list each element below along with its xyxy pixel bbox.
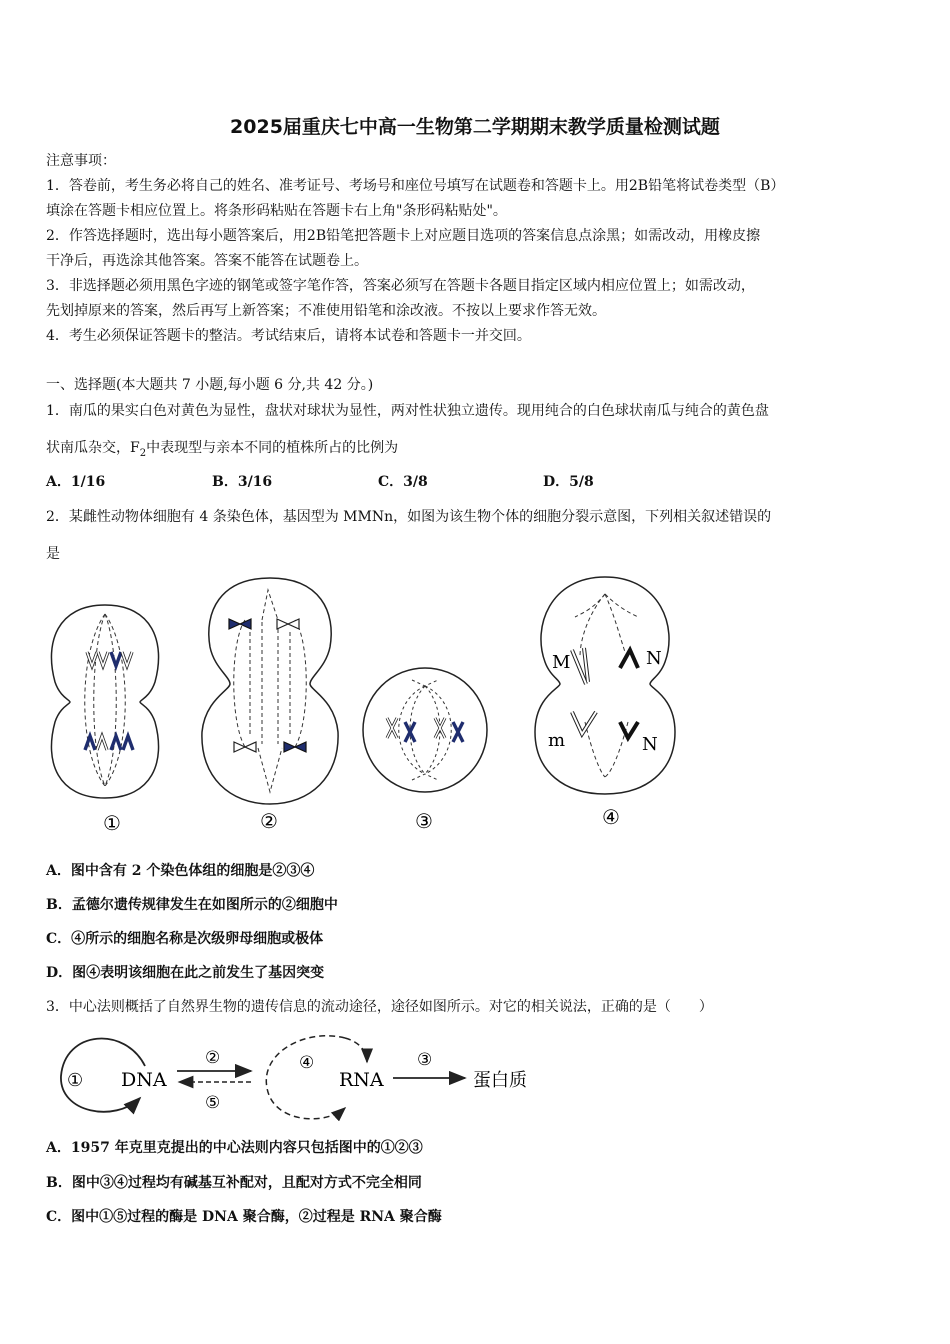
notice-line: 2．作答选择题时，选出每小题答案后，用2B铅笔把答题卡上对应题目选项的答案信息点涂黑；如需改动，用橡皮擦 bbox=[46, 228, 761, 244]
figure-label-4: ④ bbox=[602, 805, 620, 829]
cell-3 bbox=[363, 668, 487, 792]
rna-label: RNA bbox=[339, 1069, 384, 1091]
page-title: 2025届重庆七中高一生物第二学期期末教学质量检测试题 bbox=[230, 116, 720, 138]
q1-stem-pre: 状南瓜杂交，F bbox=[46, 440, 140, 456]
q1-option-b[interactable]: B．3/16 bbox=[212, 474, 273, 490]
q3-stem-line1: 3．中心法则概括了自然界生物的遗传信息的流动途径，途径如图所示。对它的相关说法，正确的是（ ） bbox=[46, 999, 713, 1015]
q1-stem-line2 bbox=[46, 438, 398, 464]
q1-stem-post: 中表现型与亲本不同的植株所占的比例为 bbox=[146, 440, 399, 456]
cell-division-figure bbox=[40, 572, 720, 842]
process-label-4: ④ bbox=[299, 1053, 315, 1073]
q2-option-a[interactable]: A．图中含有 2 个染色体组的细胞是②③④ bbox=[46, 863, 315, 879]
notice-line: 填涂在答题卡相应位置上。将条形码粘贴在答题卡右上角"条形码粘贴处"。 bbox=[46, 203, 507, 219]
q1-stem-sub: 2 bbox=[139, 447, 147, 459]
notice-line: 先划掉原来的答案，然后再写上新答案；不准使用铅笔和涂改液。不按以上要求作答无效。 bbox=[46, 303, 606, 319]
gene-label-n-lower: N bbox=[642, 734, 658, 755]
notice-heading: 注意事项： bbox=[46, 153, 116, 169]
gene-label-m-upper: M bbox=[552, 652, 571, 673]
q1-option-d[interactable]: D．5/8 bbox=[543, 474, 594, 490]
cell-4 bbox=[535, 577, 675, 794]
figure-label-2: ② bbox=[260, 809, 278, 833]
gene-label-n-upper: N bbox=[646, 648, 662, 669]
notice-line: 1．答卷前，考生务必将自己的姓名、准考证号、考场号和座位号填写在试题卷和答题卡上。用2B铅笔将试卷类型（B） bbox=[46, 178, 785, 194]
dna-label: DNA bbox=[121, 1069, 167, 1091]
figure-label-3: ③ bbox=[415, 809, 433, 833]
q3-option-c[interactable]: C．图中①⑤过程的酶是 DNA 聚合酶，②过程是 RNA 聚合酶 bbox=[46, 1209, 442, 1225]
gene-label-m-lower: m bbox=[548, 730, 566, 751]
q3-option-a[interactable]: A．1957 年克里克提出的中心法则内容只包括图中的①②③ bbox=[46, 1140, 423, 1156]
q2-option-b[interactable]: B．孟德尔遗传规律发生在如图所示的②细胞中 bbox=[46, 897, 338, 913]
q1-option-c[interactable]: C．3/8 bbox=[378, 474, 428, 490]
notice-line: 3．非选择题必须用黑色字迹的钢笔或签字笔作答，答案必须写在答题卡各题目指定区域内相应位置上；如需改动， bbox=[46, 278, 755, 294]
q2-option-c[interactable]: C．④所示的细胞名称是次级卵母细胞或极体 bbox=[46, 931, 324, 947]
notice-line: 干净后，再选涂其他答案。答案不能答在试题卷上。 bbox=[46, 253, 368, 269]
process-label-5: ⑤ bbox=[205, 1093, 221, 1113]
process-label-3: ③ bbox=[417, 1050, 433, 1070]
q1-stem-line1: 1．南瓜的果实白色对黄色为显性，盘状对球状为显性，两对性状独立遗传。现用纯合的白色球状南瓜与纯合的黄色盘 bbox=[46, 403, 769, 419]
protein-label: 蛋白质 bbox=[473, 1070, 527, 1091]
cell-1 bbox=[51, 605, 158, 798]
q3-option-b[interactable]: B．图中③④过程均有碱基互补配对，且配对方式不完全相同 bbox=[46, 1175, 422, 1191]
cell-2 bbox=[202, 578, 338, 804]
process-label-2: ② bbox=[205, 1048, 221, 1068]
q2-stem-line1: 2．某雌性动物体细胞有 4 条染色体，基因型为 MMNn，如图为该生物个体的细胞分裂示意图，下列相关叙述错误的 bbox=[46, 509, 772, 525]
figure-label-1: ① bbox=[103, 811, 121, 835]
notice-line: 4．考生必须保证答题卡的整洁。考试结束后，请将本试卷和答题卡一并交回。 bbox=[46, 328, 531, 344]
q2-option-d[interactable]: D．图④表明该细胞在此之前发生了基因突变 bbox=[46, 965, 325, 981]
section-heading: 一、选择题(本大题共 7 小题,每小题 6 分,共 42 分。) bbox=[46, 377, 374, 393]
process-label-1: ① bbox=[67, 1070, 84, 1091]
q1-option-a[interactable]: A．1/16 bbox=[46, 474, 106, 490]
q2-stem-line2: 是 bbox=[46, 546, 60, 562]
central-dogma-diagram bbox=[55, 1028, 555, 1128]
